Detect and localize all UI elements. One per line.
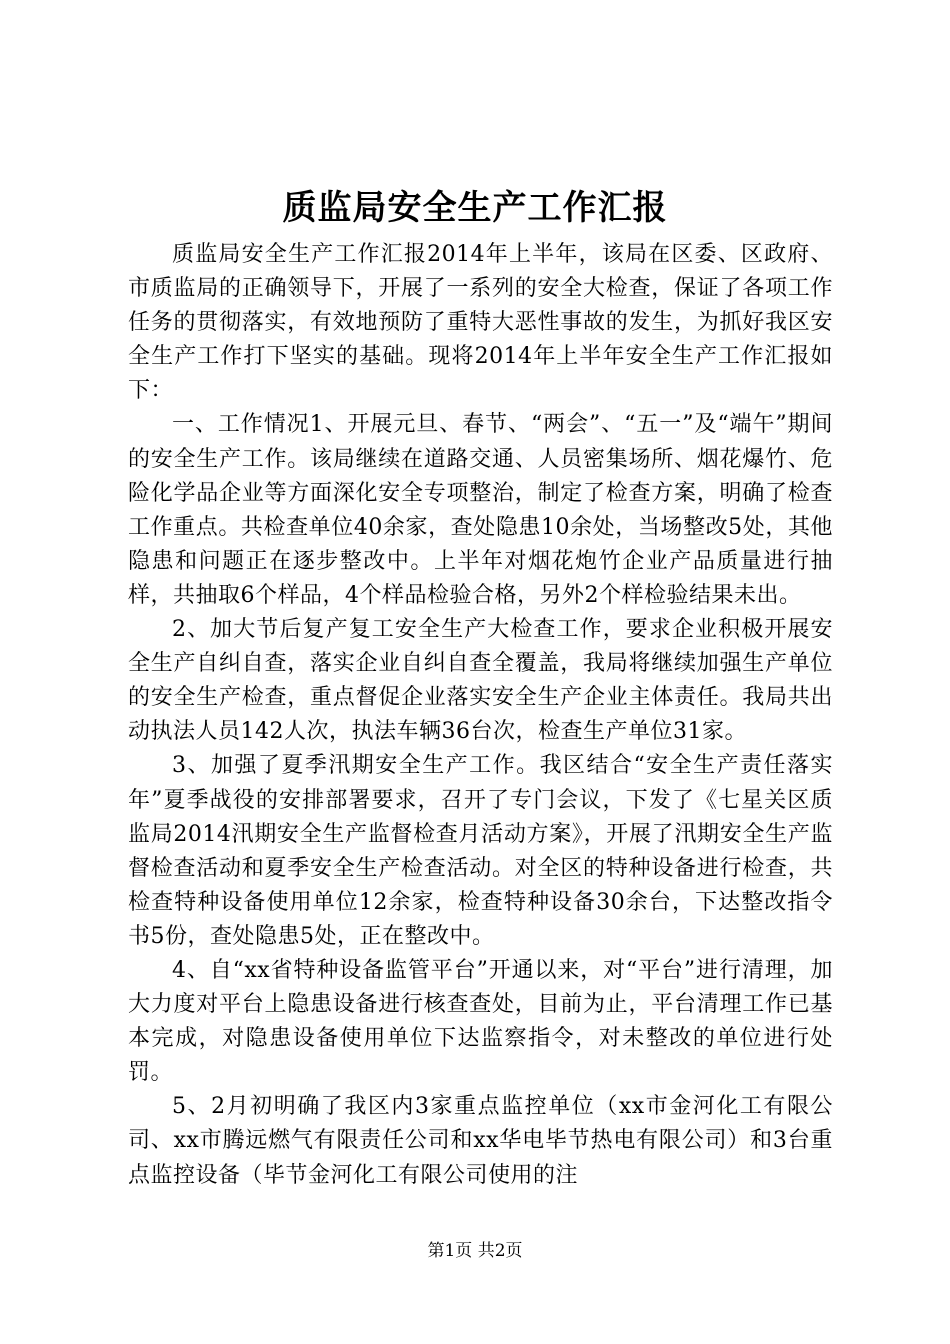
paragraph-section-1: 一、工作情况1、开展元旦、春节、“两会”、“五一”及“端午”期间的安全生产工作。该局继续在道路交通、人员密集场所、烟花爆竹、危险化学品企业等方面深化安全专项整治，制定了检查方案，明确了检查工作重点。共检查单位40余家，查处隐患10余处，当场整改5处，其他隐患和问题正在逐步整改中。上半年对烟花炮竹企业产品质量进行抽样，共抽取6个样品，4个样品检验合格，另外2个样检验结果未出。: [128, 412, 833, 608]
document-title: 质监局安全生产工作汇报: [282, 188, 668, 228]
document-body: [128, 238, 833, 1193]
paragraph-section-3: 3、加强了夏季汛期安全生产工作。我区结合“安全生产责任落实年”夏季战役的安排部署要求，召开了专门会议，下发了《七星关区质监局2014汛期安全生产监督检查月活动方案》，开展了汛期安全生产监督检查活动和夏季安全生产检查活动。对全区的特种设备进行检查，共检查特种设备使用单位12余家，检查特种设备30余台，下达整改指令书5份，查处隐患5处，正在整改中。: [128, 753, 833, 949]
page-number-footer: 第1页 共2页: [427, 1241, 523, 1261]
paragraph-section-5: 5、2月初明确了我区内3家重点监控单位（xx市金河化工有限公司、xx市腾远燃气有限责任公司和xx华电毕节热电有限公司）和3台重点监控设备（毕节金河化工有限公司使用的注: [128, 1094, 833, 1188]
paragraph-section-4: 4、自“xx省特种设备监管平台”开通以来，对“平台”进行清理，加大力度对平台上隐患设备进行核查查处，目前为止，平台清理工作已基本完成，对隐患设备使用单位下达监察指令，对未整改的单位进行处罚。: [128, 957, 833, 1086]
paragraph-section-2: 2、加大节后复产复工安全生产大检查工作，要求企业积极开展安全生产自纠自查，落实企业自纠自查全覆盖，我局将继续加强生产单位的安全生产检查，重点督促企业落实安全生产企业主体责任。我局共出动执法人员142人次，执法车辆36台次，检查生产单位31家。: [128, 617, 833, 745]
paragraph-intro: 质监局安全生产工作汇报2014年上半年，该局在区委、区政府、市质监局的正确领导下，开展了一系列的安全大检查，保证了各项工作任务的贯彻落实，有效地预防了重特大恶性事故的发生，为抓好我区安全生产工作打下坚实的基础。现将2014年上半年安全生产工作汇报如下：: [128, 242, 833, 404]
